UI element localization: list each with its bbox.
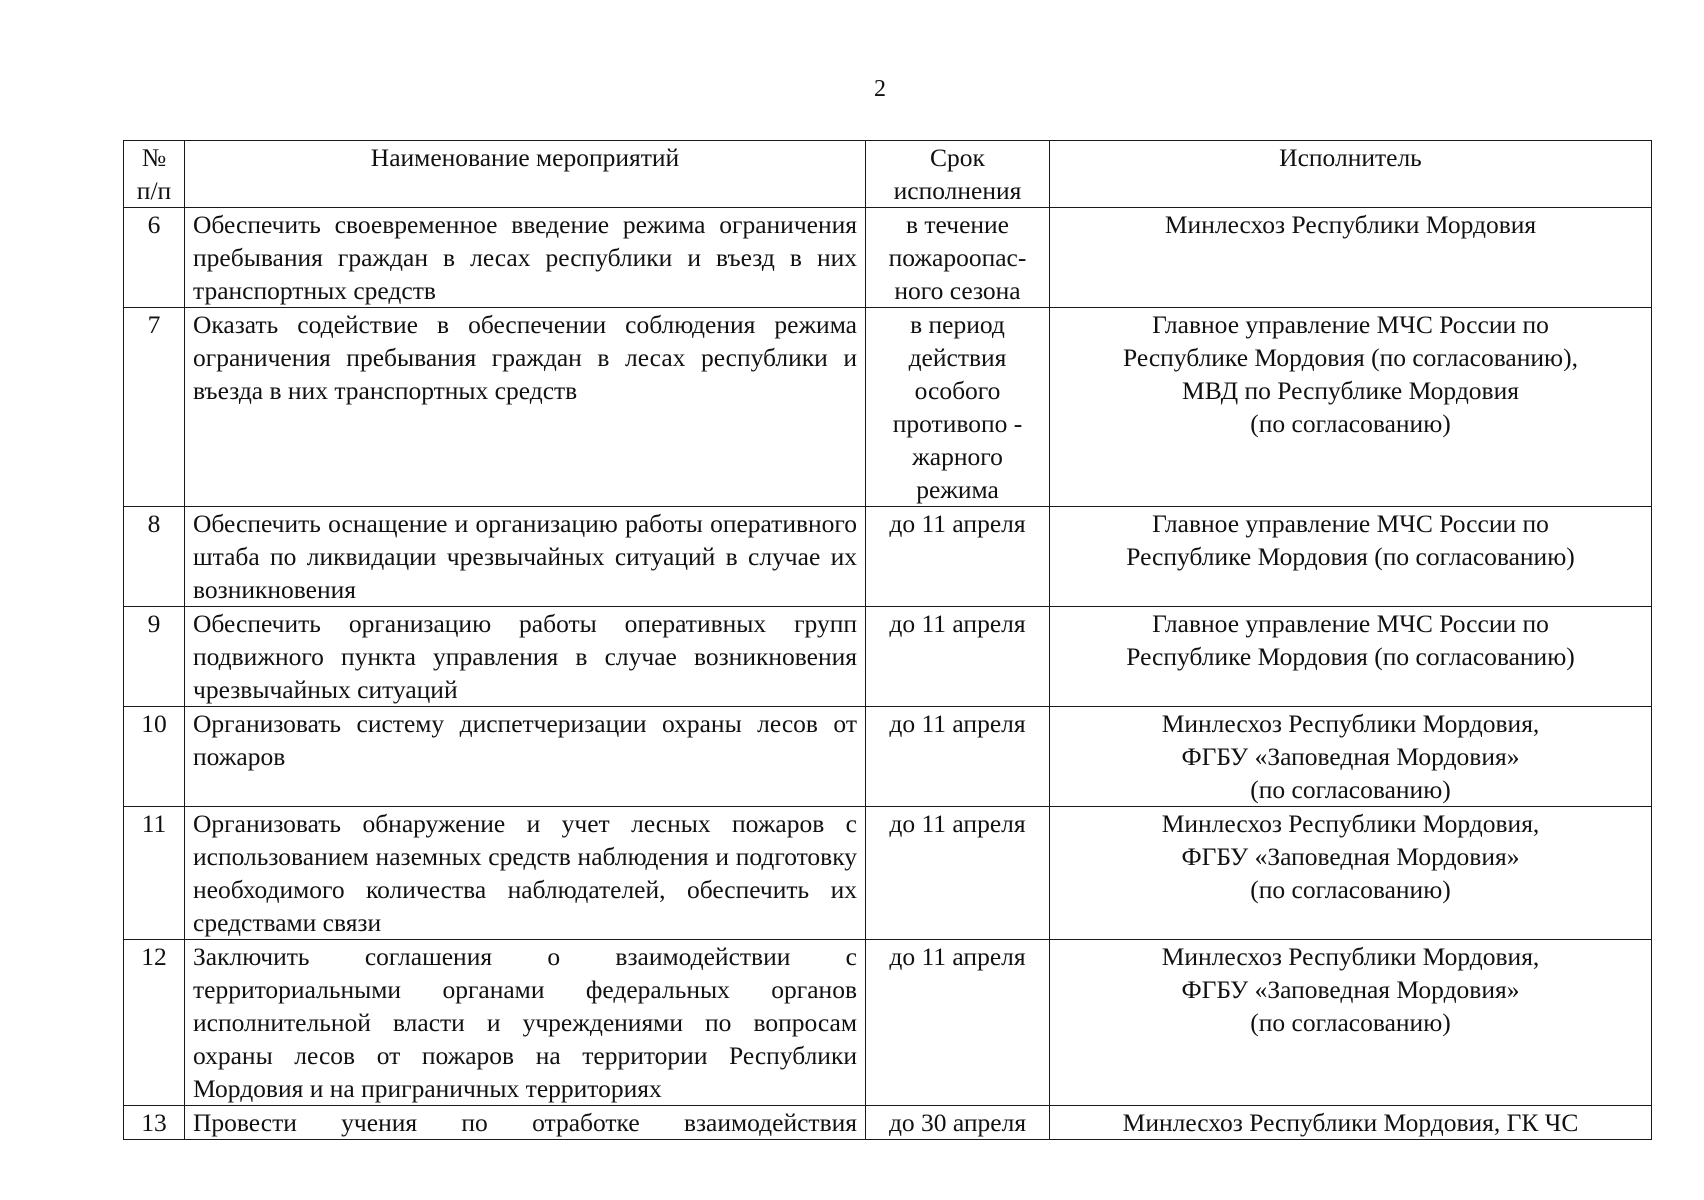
row-number: 11 [124, 807, 185, 940]
deadline-line: до 11 апреля [889, 609, 1026, 638]
executor [1050, 507, 1652, 607]
header-num-line: № [141, 143, 167, 172]
measure-name: Провести учения по отработке взаимодействия [185, 1106, 866, 1140]
deadline-line: ного сезона [894, 276, 1021, 305]
deadline-line: действия [908, 343, 1007, 372]
deadline-line: режима [916, 475, 999, 504]
executor-line: Минлесхоз Республики Мордовия, [1161, 709, 1540, 738]
measure-name: Обеспечить оснащение и организацию работы оперативного штаба по ликвидации чрезвычайных ситуаций в случае их возникновения [185, 507, 866, 607]
executor-line: МВД по Республике Мордовия [1182, 376, 1519, 405]
deadline [866, 308, 1050, 507]
header-name: Наименование мероприятий [185, 141, 866, 208]
header-term [866, 141, 1050, 208]
row-number: 10 [124, 707, 185, 807]
header-num [124, 141, 185, 208]
measure-name: Заключить соглашения о взаимодействии с территориальными органами федеральных органов исполнительной власти и учреждениями по вопросам охраны лесов от пожаров на территории Республики Мордовия и на приграничных территориях [185, 940, 866, 1106]
measure-name: Организовать систему диспетчеризации охраны лесов от пожаров [185, 707, 866, 807]
executor [1050, 707, 1652, 807]
executor-line: ФГБУ «Заповедная Мордовия» [1181, 975, 1520, 1004]
table-row [124, 308, 1652, 507]
executor-line: Главное управление МЧС России по [1152, 310, 1549, 339]
deadline-line: до 11 апреля [889, 509, 1026, 538]
deadline-line: противопо - [892, 409, 1023, 438]
table-row [124, 940, 1652, 1106]
measure-name: Обеспечить своевременное введение режима ограничения пребывания граждан в лесах республики и въезд в них транспортных средств [185, 208, 866, 308]
executor-line: (по согласованию) [1250, 775, 1451, 804]
row-number: 13 [124, 1106, 185, 1140]
executor-line: Минлесхоз Республики Мордовия, [1161, 809, 1540, 838]
executor [1050, 308, 1652, 507]
header-term-line: исполнения [893, 176, 1022, 205]
table-row [124, 507, 1652, 607]
table-header-row [124, 141, 1652, 208]
page-number: 2 [874, 76, 886, 102]
executor-line: Минлесхоз Республики Мордовия, [1161, 942, 1540, 971]
executor-line: Республике Мордовия (по согласованию) [1126, 642, 1575, 671]
deadline-line: до 11 апреля [889, 942, 1026, 971]
executor [1050, 807, 1652, 940]
executor-line: ФГБУ «Заповедная Мордовия» [1181, 742, 1520, 771]
deadline [866, 807, 1050, 940]
measure-name: Обеспечить организацию работы оперативных групп подвижного пункта управления в случае возникновения чрезвычайных ситуаций [185, 607, 866, 707]
table-row [124, 208, 1652, 308]
executor [1050, 1106, 1652, 1140]
deadline-line: до 30 апреля [888, 1108, 1027, 1137]
executor-line: Минлесхоз Республики Мордовия [1164, 210, 1537, 239]
table-row [124, 807, 1652, 940]
measures-table [123, 140, 1652, 1140]
deadline [866, 208, 1050, 308]
header-num-line: п/п [136, 176, 172, 205]
deadline-line: до 11 апреля [889, 809, 1026, 838]
row-number: 7 [124, 308, 185, 507]
row-number: 9 [124, 607, 185, 707]
deadline-line: в течение [906, 210, 1009, 239]
measure-name: Оказать содействие в обеспечении соблюдения режима ограничения пребывания граждан в лесах республики и въезда в них транспортных средств [185, 308, 866, 507]
deadline [866, 707, 1050, 807]
deadline-line: особого [914, 376, 1001, 405]
measure-name: Организовать обнаружение и учет лесных пожаров с использованием наземных средств наблюдения и подготовку необходимого количества наблюдателей, обеспечить их средствами связи [185, 807, 866, 940]
deadline [866, 1106, 1050, 1140]
executor-line: (по согласованию) [1250, 875, 1451, 904]
table-row [124, 607, 1652, 707]
executor [1050, 208, 1652, 308]
executor-line: Республике Мордовия (по согласованию), [1123, 343, 1578, 372]
deadline [866, 607, 1050, 707]
executor-line: Минлесхоз Республики Мордовия, ГК ЧС [1122, 1108, 1579, 1137]
deadline-line: пожароопас- [888, 243, 1027, 272]
executor [1050, 607, 1652, 707]
executor-line: Главное управление МЧС России по [1152, 609, 1549, 638]
row-number: 8 [124, 507, 185, 607]
executor-line: (по согласованию) [1250, 409, 1451, 438]
table-row [124, 707, 1652, 807]
executor-line: Республике Мордовия (по согласованию) [1126, 542, 1575, 571]
header-term-line: Срок [930, 143, 985, 172]
header-executor: Исполнитель [1050, 141, 1652, 208]
executor-line: (по согласованию) [1250, 1008, 1451, 1037]
deadline [866, 507, 1050, 607]
deadline-line: в период [910, 310, 1005, 339]
deadline-line: до 11 апреля [889, 709, 1026, 738]
table-row [124, 1106, 1652, 1140]
executor-line: Главное управление МЧС России по [1152, 509, 1549, 538]
row-number: 6 [124, 208, 185, 308]
deadline-line: жарного [912, 442, 1003, 471]
row-number: 12 [124, 940, 185, 1106]
deadline [866, 940, 1050, 1106]
executor-line: ФГБУ «Заповедная Мордовия» [1181, 842, 1520, 871]
executor [1050, 940, 1652, 1106]
